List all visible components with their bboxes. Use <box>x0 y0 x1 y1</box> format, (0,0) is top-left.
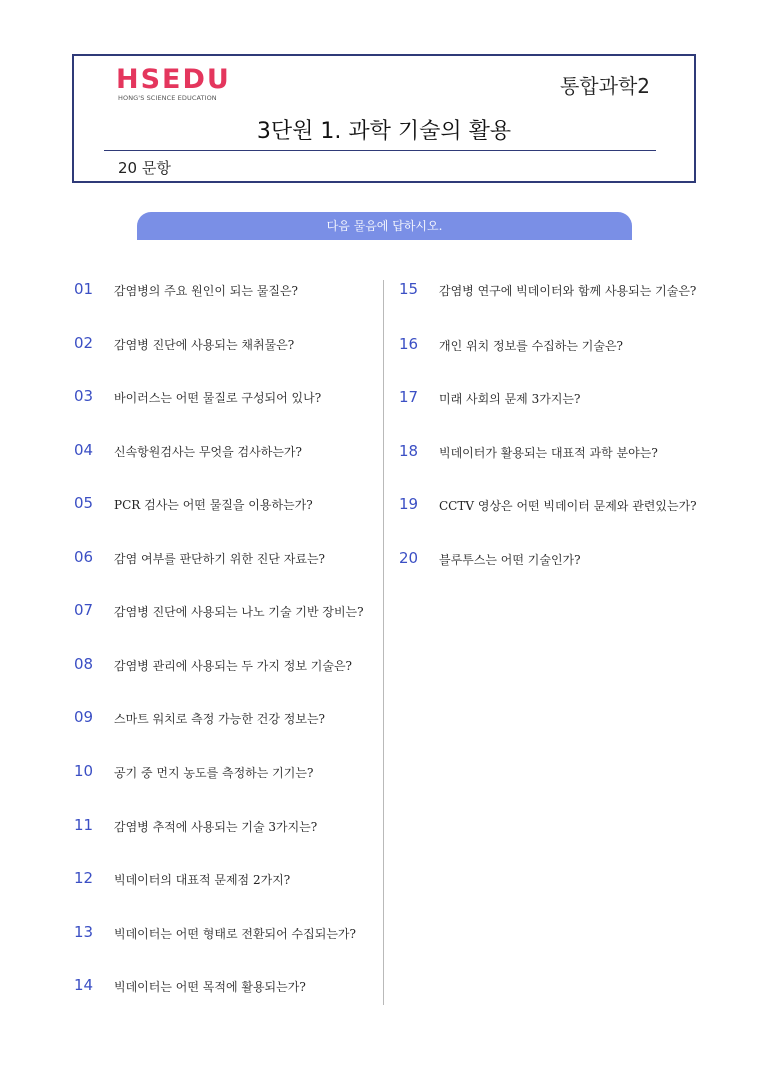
question-text: 감염병 관리에 사용되는 두 가지 정보 기술은? <box>114 659 352 673</box>
logo-wordmark: HSEDU <box>116 64 231 95</box>
question-text: 개인 위치 정보를 수집하는 기술은? <box>439 339 623 353</box>
question-text: 빅데이터의 대표적 문제점 2가지? <box>114 873 291 887</box>
question-text: CCTV 영상은 어떤 빅데이터 문제와 관련있는가? <box>439 499 697 513</box>
question-text: 빅데이터는 어떤 형태로 전환되어 수집되는가? <box>114 927 356 941</box>
question-number: 13 <box>74 923 94 941</box>
question-text: 감염병 추적에 사용되는 기술 3가지는? <box>114 820 318 834</box>
question-number: 04 <box>74 441 94 459</box>
worksheet-header <box>72 54 696 183</box>
question-text: 빅데이터는 어떤 목적에 활용되는가? <box>114 980 306 994</box>
question-number: 07 <box>74 601 94 619</box>
question-text: 바이러스는 어떤 물질로 구성되어 있나? <box>114 391 322 405</box>
question-number: 02 <box>74 334 94 352</box>
page-title: 3단원 1. 과학 기술의 활용 <box>256 119 512 144</box>
question-number: 03 <box>74 387 94 405</box>
question-number: 05 <box>74 494 94 512</box>
question-number: 12 <box>74 869 94 887</box>
subject-label: 통합과학2 <box>559 74 650 98</box>
question-text: 신속항원검사는 무엇을 검사하는가? <box>114 445 302 459</box>
question-text: 감염병 진단에 사용되는 채취물은? <box>114 338 295 352</box>
question-text: 감염 여부를 판단하기 위한 진단 자료는? <box>114 552 325 566</box>
column-divider <box>383 280 384 1005</box>
logo-subtitle: HONG'S SCIENCE EDUCATION <box>118 94 217 102</box>
question-number: 01 <box>74 280 94 298</box>
instruction-banner: 다음 물음에 답하시오. <box>137 212 632 240</box>
question-number: 06 <box>74 548 94 566</box>
question-number: 09 <box>74 708 94 726</box>
question-number: 20 <box>399 549 419 567</box>
question-text: 미래 사회의 문제 3가지는? <box>439 392 581 406</box>
question-text: 감염병 연구에 빅데이터와 함께 사용되는 기술은? <box>439 284 697 298</box>
question-number: 08 <box>74 655 94 673</box>
question-text: 스마트 워치로 측정 가능한 건강 정보는? <box>114 712 325 726</box>
question-number: 14 <box>74 976 94 994</box>
question-text: 공기 중 먼지 농도를 측정하는 기기는? <box>114 766 314 780</box>
question-text: 블루투스는 어떤 기술인가? <box>439 553 581 567</box>
question-number: 11 <box>74 816 94 834</box>
question-number: 17 <box>399 388 419 406</box>
question-text: PCR 검사는 어떤 물질을 이용하는가? <box>114 498 313 512</box>
question-text: 감염병의 주요 원인이 되는 물질은? <box>114 284 298 298</box>
question-number: 16 <box>399 335 419 353</box>
question-number: 18 <box>399 442 419 460</box>
title-divider <box>104 150 656 151</box>
question-text: 감염병 진단에 사용되는 나노 기술 기반 장비는? <box>114 605 364 619</box>
question-text: 빅데이터가 활용되는 대표적 과학 분야는? <box>439 446 658 460</box>
question-number: 19 <box>399 495 419 513</box>
question-number: 15 <box>399 280 419 298</box>
question-count: 20 문항 <box>118 159 171 177</box>
question-number: 10 <box>74 762 94 780</box>
